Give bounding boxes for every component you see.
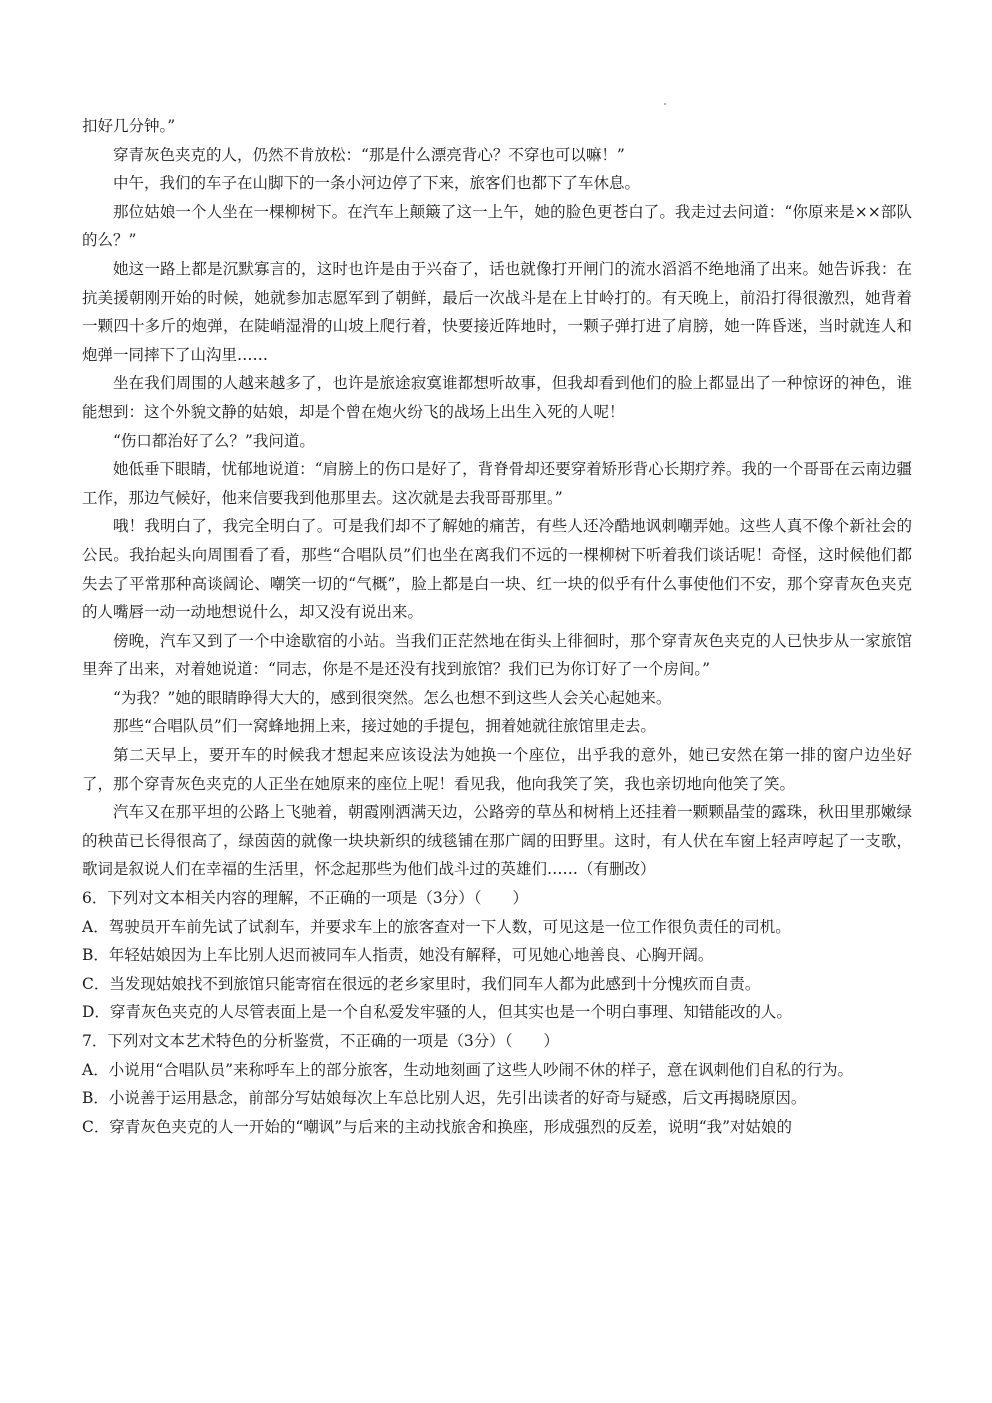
option-c: C．当发现姑娘找不到旅馆只能寄宿在很远的老乡家里时，我们同车人都为此感到十分愧疚而自责。 [82, 974, 761, 993]
story-paragraph: 汽车又在那平坦的公路上飞驰着，朝霞刚洒满天边，公路旁的草丛和树梢上还挂着一颗颗晶莹的露珠，秋田里那嫩绿的秧苗已长得很高了，绿茵茵的就像一块块新织的绒毯铺在那广阔的田野里。这时，有人伏在车窗上轻声哼起了一支歌，歌词是叙说人们在幸福的生活里，怀念起那些为他们战斗过的英雄们……（有删改） [82, 803, 912, 879]
option-c: C．穿青灰色夹克的人一开始的“嘲讽”与后来的主动找旅舍和换座，形成强烈的反差，说明“我”对姑娘的 [82, 1117, 793, 1136]
story-paragraph: 哦！我明白了，我完全明白了。可是我们却不了解她的痛苦，有些人还冷酷地讽刺嘲弄她。这些人真不像个新社会的公民。我抬起头向周围看了看，那些“合唱队员”们也坐在离我们不远的一棵柳树下听着我们谈话呢！奇怪，这时候他们都失去了平常那种高谈阔论、嘲笑一切的“气概”，脸上都是白一块、红一块的似乎有什么事使他们不安，那个穿青灰色夹克的人嘴唇一动一动地想说什么，却又没有说出来。 [82, 517, 912, 622]
question-stem: 6．下列对文本相关内容的理解，不正确的一项是（3分）（ ） [82, 889, 528, 908]
story-paragraph: 坐在我们周围的人越来越多了，也许是旅途寂寞谁都想听故事，但我却看到他们的脸上都显出了一种惊讶的神色，谁能想到：这个外貌文静的姑娘，却是个曾在炮火纷飞的战场上出生入死的人呢！ [82, 374, 912, 421]
story-paragraph: 那些“合唱队员”们一窝蜂地拥上来，接过她的手提包，拥着她就往旅馆里走去。 [113, 717, 656, 736]
option-a: A．驾驶员开车前先试了试刹车，并要求车上的旅客查对一下人数，可见这是一位工作很负责任的司机。 [82, 917, 791, 936]
question-6 [82, 884, 912, 1027]
question-stem: 7．下列对文本艺术特色的分析鉴赏，不正确的一项是（3分）（ ） [82, 1032, 559, 1050]
story-paragraph: 第二天早上，要开车的时候我才想起来应该设法为她换一个座位，出乎我的意外，她已安然在第一排的窗户边坐好了，那个穿青灰色夹克的人正坐在她原来的座位上呢！看见我，他向我笑了笑，我也亲切地向他笑了笑。 [82, 746, 912, 793]
exam-page [82, 112, 912, 1141]
scan-speck [664, 103, 666, 105]
story-paragraph: 扣好几分钟。” [82, 117, 176, 135]
story-paragraph: 她这一路上都是沉默寡言的，这时也许是由于兴奋了，话也就像打开闸门的流水滔滔不绝地涌了出来。她告诉我：在抗美援朝刚开始的时候，她就参加志愿军到了朝鲜，最后一次战斗是在上甘岭打的。有天晚上，前沿打得很激烈，她背着一颗四十多斤的炮弹，在陡峭湿滑的山坡上爬行着，快要接近阵地时，一颗子弹打进了肩膀，她一阵昏迷，当时就连人和炮弹一同摔下了山沟里…… [82, 259, 912, 364]
story-paragraph: 中午，我们的车子在山脚下的一条小河边停了下来，旅客们也都下了车休息。 [113, 174, 641, 193]
question-7 [82, 1027, 912, 1141]
story-paragraph: 穿青灰色夹克的人，仍然不肯放松：“那是什么漂亮背心？不穿也可以嘛！” [113, 145, 625, 164]
story-paragraph: 那位姑娘一个人坐在一棵柳树下。在汽车上颠簸了这一上午，她的脸色更苍白了。我走过去问道：“你原来是××部队的么？” [82, 202, 912, 250]
story-paragraph: “为我？”她的眼睛睁得大大的，感到很突然。怎么也想不到这些人会关心起她来。 [113, 688, 672, 707]
story-paragraph: 她低垂下眼睛，忧郁地说道：“肩膀上的伤口是好了，背脊骨却还要穿着矫形背心长期疗养。我的一个哥哥在云南边疆工作，那边气候好，他来信要我到他那里去。这次就是去我哥哥那里。” [82, 460, 912, 507]
option-b: B．小说善于运用悬念，前部分写姑娘每次上车总比别人迟，先引出读者的好奇与疑惑，后文再揭晓原因。 [82, 1089, 807, 1108]
option-b: B．年轻姑娘因为上车比别人迟而被同车人指责，她没有解释，可见她心地善良、心胸开阔。 [82, 946, 714, 965]
story-text [82, 112, 912, 884]
story-paragraph: 傍晚，汽车又到了一个中途歇宿的小站。当我们正茫然地在街头上徘徊时，那个穿青灰色夹克的人已快步从一家旅馆里奔了出来，对着她说道：“同志，你是不是还没有找到旅馆？我们已为你订好了一个房间。” [82, 631, 912, 679]
option-d: D．穿青灰色夹克的人尽管表面上是一个自私爱发牢骚的人，但其实也是一个明白事理、知错能改的人。 [82, 1003, 792, 1022]
story-paragraph: “伤口都治好了么？”我问道。 [113, 431, 315, 450]
option-a: A．小说用“合唱队员”来称呼车上的部分旅客，生动地刻画了这些人吵闹不休的样子，意在讽刺他们自私的行为。 [82, 1060, 854, 1079]
